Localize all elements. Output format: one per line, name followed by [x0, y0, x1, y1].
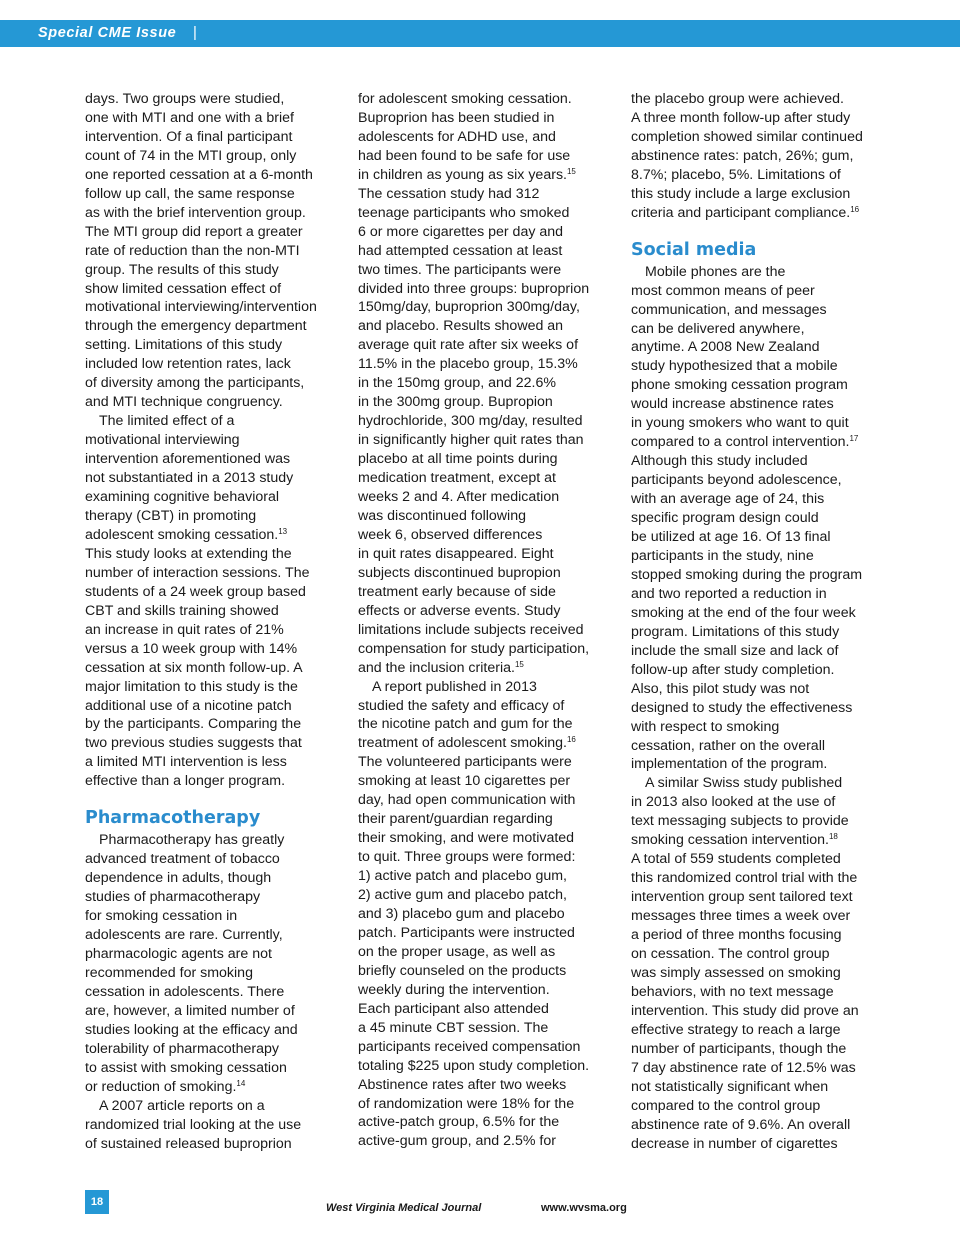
text-line: their smoking, and were motivated — [358, 830, 575, 847]
text-line: with an average age of 24, this — [631, 491, 825, 508]
text-line: day, had open communication with — [358, 792, 576, 809]
text-line: two times. The participants were — [358, 261, 562, 278]
text-line: in significantly higher quit rates than — [358, 432, 584, 449]
text-line: program. Limitations of this study — [631, 623, 840, 640]
text-line: would increase abstinence rates — [631, 396, 834, 413]
text-line: smoking at the end of the four week — [631, 604, 856, 621]
banner-separator: | — [193, 24, 197, 41]
text-line: implementation of the program. — [631, 756, 828, 773]
paragraph — [631, 774, 876, 831]
text-line: randomized trial looking at the use — [85, 1116, 302, 1133]
text-line: 2) active gum and placebo patch, — [358, 887, 568, 904]
text-line: had been found to be safe for use — [358, 147, 571, 164]
paragraph — [631, 452, 876, 774]
text-line: two previous studies suggests that — [85, 735, 302, 752]
reference-marker: 14 — [236, 1078, 246, 1088]
text-line: this randomized control trial with the — [631, 870, 858, 887]
text-line: designed to study the effectiveness — [631, 699, 853, 716]
text-line: most common means of peer — [631, 282, 815, 299]
paragraph — [85, 1097, 330, 1154]
text-line: treatment early because of side — [358, 583, 556, 600]
text-line: completion showed similar continued — [631, 128, 863, 145]
text-line: and two reported a reduction in — [631, 585, 827, 602]
text-line: cessation, rather on the overall — [631, 737, 826, 754]
text-line: was discontinued following — [358, 507, 526, 524]
text-line: study hypothesized that a mobile — [631, 358, 838, 375]
text-line: participants in the study, nine — [631, 547, 814, 564]
text-line: examining cognitive behavioral — [85, 489, 280, 506]
text-line: the nicotine patch and gum for the — [358, 716, 573, 733]
text-line: their parent/guardian regarding — [358, 811, 553, 828]
text-line: follow up call, the same response — [85, 185, 295, 202]
paragraph — [358, 753, 603, 1151]
reference-marker: 17 — [849, 434, 859, 444]
text-line: one reported cessation at a 6-month — [85, 166, 313, 183]
text-line: Although this study included — [631, 453, 808, 470]
reference-marker: 16 — [566, 735, 576, 745]
page-number: 18 — [85, 1190, 109, 1214]
text-line: subjects discontinued bupropion — [358, 564, 561, 581]
text-line: was simply assessed on smoking — [631, 964, 841, 981]
text-line: smoking cessation intervention.$^{18}$ — [631, 832, 838, 849]
text-line: totaling $225 upon study completion. — [358, 1057, 590, 1074]
text-line: The limited effect of a — [99, 413, 235, 430]
text-line: in children as young as six years.$^{15}$ — [358, 166, 576, 183]
text-line: dependence in adults, though — [85, 870, 272, 887]
text-line: included low retention rates, lack — [85, 356, 291, 373]
text-line: 7 day abstinence rate of 12.5% was — [631, 1059, 856, 1076]
text-line: count of 74 in the MTI group, only — [85, 147, 297, 164]
text-line: The cessation study had 312 — [358, 185, 540, 202]
text-line: A total of 559 students completed — [631, 851, 841, 868]
text-line: participants beyond adolescence, — [631, 472, 842, 489]
text-line: cessation at six month follow-up. A — [85, 659, 303, 676]
section-banner — [0, 20, 960, 47]
text-line: for smoking cessation in — [85, 908, 238, 925]
text-line: A three month follow-up after study — [631, 109, 851, 126]
text-line: for adolescent smoking cessation. — [358, 91, 572, 107]
text-line: major limitation to this study is the — [85, 678, 298, 695]
text-line: compared to the control group — [631, 1097, 821, 1114]
text-line: are, however, a limited number of — [85, 1002, 295, 1019]
text-line: pharmacologic agents are not — [85, 945, 272, 962]
text-line: be utilized at age 16. Of 13 final — [631, 529, 831, 546]
text-line: a limited MTI intervention is less — [85, 754, 287, 771]
text-line: intervention group sent tailored text — [631, 889, 853, 906]
text-line: studies of pharmacotherapy — [85, 889, 261, 906]
text-line: The MTI group did report a greater — [85, 223, 303, 240]
text-line: weeks 2 and 4. After medication — [358, 489, 560, 506]
text-line: CBT and skills training showed — [85, 602, 279, 619]
text-line: the placebo group were achieved. — [631, 91, 844, 107]
text-line: phone smoking cessation program — [631, 377, 848, 394]
section-heading-pharmacotherapy: Pharmacotherapy — [85, 808, 261, 829]
text-line: Buproprion has been studied in — [358, 109, 555, 126]
text-line: active-patch group, 6.5% for the — [358, 1114, 560, 1131]
text-line: briefly counseled on the products — [358, 962, 567, 979]
text-line: patch. Participants were instructed — [358, 924, 575, 941]
text-line: had attempted cessation at least — [358, 242, 563, 259]
text-line: teenage participants who smoked — [358, 204, 570, 221]
text-line: messages three times a week over — [631, 908, 851, 925]
text-line: Each participant also attended — [358, 1000, 549, 1017]
text-line: adolescents are rare. Currently, — [85, 927, 283, 944]
paragraph — [631, 850, 876, 1153]
text-line: show limited cessation effect of — [85, 280, 282, 297]
text-line: 1) active patch and placebo gum, — [358, 868, 568, 885]
text-line: of randomization were 18% for the — [358, 1095, 575, 1112]
text-line: active-gum group, and 2.5% for — [358, 1133, 556, 1150]
text-column-1 — [85, 90, 330, 1153]
text-line: studies looking at the efficacy and — [85, 1021, 298, 1038]
text-line: therapy (CBT) in promoting — [85, 507, 257, 524]
text-line: average quit rate after six weeks of — [358, 337, 579, 354]
text-line: compared to a control intervention.$^{17}$ — [631, 434, 859, 451]
text-line: follow-up after study completion. — [631, 661, 835, 678]
text-line: with respect to smoking — [631, 718, 780, 735]
text-line: rate of reduction than the non-MTI — [85, 242, 300, 259]
text-line: 8.7%; placebo, 5%. Limitations of — [631, 166, 841, 183]
text-line: behaviors, with no text message — [631, 983, 834, 1000]
text-line: one with MTI and one with a brief — [85, 109, 294, 126]
text-line: stopped smoking during the program — [631, 566, 863, 583]
text-line: can be delivered anywhere, — [631, 320, 805, 337]
text-line: This study looks at extending the — [85, 545, 292, 562]
text-line: criteria and participant compliance.$^{16}$ — [631, 204, 860, 221]
text-line: A report published in 2013 — [372, 678, 537, 695]
paragraph — [358, 90, 603, 166]
text-line: divided into three groups: buproprion — [358, 280, 590, 297]
text-line: by the participants. Comparing the — [85, 716, 302, 733]
paragraph — [85, 90, 330, 412]
text-line: to assist with smoking cessation — [85, 1059, 287, 1076]
reference-marker: 15 — [566, 166, 576, 176]
text-line: in young smokers who want to quit — [631, 415, 849, 432]
text-line: of sustained released buproprion — [85, 1135, 292, 1152]
text-line: on cessation. The control group — [631, 945, 830, 962]
text-line: effective than a longer program. — [85, 773, 286, 790]
text-line: medication treatment, except at — [358, 470, 556, 487]
text-line: limitations include subjects received — [358, 621, 584, 638]
text-line: effects or adverse events. Study — [358, 602, 561, 619]
text-line: tolerability of pharmacotherapy — [85, 1040, 279, 1057]
text-line: additional use of a nicotine patch — [85, 697, 292, 714]
text-line: versus a 10 week group with 14% — [85, 640, 298, 657]
text-line: communication, and messages — [631, 301, 827, 318]
reference-marker: 18 — [828, 832, 838, 842]
text-line: in the 300mg group. Bupropion — [358, 394, 553, 411]
text-line: Also, this pilot study was not — [631, 680, 810, 697]
text-line: effective strategy to reach a large — [631, 1021, 841, 1038]
text-line: advanced treatment of tobacco — [85, 851, 280, 868]
section-heading-social-media: Social media — [631, 239, 757, 260]
text-line: A 2007 article reports on a — [99, 1097, 265, 1114]
text-line: group. The results of this study — [85, 261, 279, 278]
journal-url[interactable]: www.wvsma.org — [541, 1202, 627, 1214]
text-line: week 6, observed differences — [358, 526, 543, 543]
text-line: abstinence rate of 9.6%. An overall — [631, 1116, 851, 1133]
text-line: or reduction of smoking.$^{14}$ — [85, 1078, 246, 1095]
text-line: adolescents for ADHD use, and — [358, 128, 556, 145]
text-line: to quit. Three groups were formed: — [358, 849, 576, 866]
text-line: a 45 minute CBT session. The — [358, 1019, 549, 1036]
text-line: Pharmacotherapy has greatly — [99, 832, 285, 849]
paragraph — [85, 412, 330, 526]
text-line: weekly during the intervention. — [358, 981, 550, 998]
text-line: and 3) placebo gum and placebo — [358, 905, 565, 922]
text-line: hydrochloride, 300 mg/day, resulted — [358, 413, 583, 430]
text-line: not substantiated in a 2013 study — [85, 470, 294, 487]
text-line: Abstinence rates after two weeks — [358, 1076, 567, 1093]
reference-marker: 15 — [514, 659, 524, 669]
text-line: this study include a large exclusion — [631, 185, 851, 202]
text-line: include the small size and lack of — [631, 642, 839, 659]
text-line: treatment of adolescent smoking.$^{16}$ — [358, 735, 576, 752]
text-line: intervention. Of a final participant — [85, 128, 293, 145]
text-line: as with the brief intervention group. — [85, 204, 306, 221]
text-line: The volunteered participants were — [358, 754, 572, 771]
paragraph — [85, 831, 330, 1077]
text-line: motivational interviewing — [85, 432, 240, 449]
text-line: a period of three months focusing — [631, 927, 842, 944]
text-column-3 — [631, 90, 876, 1153]
journal-name: West Virginia Medical Journal — [326, 1202, 482, 1214]
text-line: 150mg/day, buproprion 300mg/day, — [358, 299, 580, 316]
text-line: smoking at least 10 cigarettes per — [358, 773, 571, 790]
text-line: 6 or more cigarettes per day and — [358, 223, 564, 240]
text-line: and the inclusion criteria.$^{15}$ — [358, 659, 524, 676]
text-line: A similar Swiss study published — [645, 775, 843, 792]
paragraph — [631, 263, 876, 434]
text-line: anytime. A 2008 New Zealand — [631, 339, 820, 356]
text-line: setting. Limitations of this study — [85, 337, 283, 354]
text-line: compensation for study participation, — [358, 640, 590, 657]
text-line: abstinence rates: patch, 26%; gum, — [631, 147, 854, 164]
text-line: of diversity among the participants, — [85, 375, 305, 392]
text-line: through the emergency department — [85, 318, 307, 335]
text-line: text messaging subjects to provide — [631, 813, 849, 830]
paragraph — [358, 678, 603, 735]
text-line: an increase in quit rates of 21% — [85, 621, 284, 638]
text-line: in quit rates disappeared. Eight — [358, 545, 554, 562]
text-line: studied the safety and efficacy of — [358, 697, 565, 714]
text-line: number of interaction sessions. The — [85, 564, 310, 581]
text-line: participants received compensation — [358, 1038, 581, 1055]
section-title: Special CME Issue — [38, 25, 177, 41]
text-column-2 — [358, 90, 603, 1151]
text-line: in the 150mg group, and 22.6% — [358, 375, 556, 392]
reference-marker: 16 — [850, 204, 860, 214]
text-line: intervention. This study did prove an — [631, 1002, 859, 1019]
text-line: intervention aforementioned was — [85, 451, 291, 468]
text-line: decrease in number of cigarettes — [631, 1135, 838, 1152]
text-line: and placebo. Results showed an — [358, 318, 564, 335]
text-line: specific program design could — [631, 510, 819, 527]
text-line: recommended for smoking — [85, 964, 253, 981]
paragraph — [358, 185, 603, 659]
text-line: number of participants, though the — [631, 1040, 847, 1057]
text-line: adolescent smoking cessation.$^{13}$ — [85, 526, 288, 543]
paragraph — [631, 90, 876, 204]
text-line: on the proper usage, as well as — [358, 943, 556, 960]
text-line: students of a 24 week group based — [85, 583, 306, 600]
text-line: not statistically significant when — [631, 1078, 829, 1095]
text-line: in 2013 also looked at the use of — [631, 794, 836, 811]
text-line: days. Two groups were studied, — [85, 91, 285, 107]
paragraph — [85, 545, 330, 791]
text-line: motivational interviewing/intervention — [85, 299, 317, 316]
text-line: Mobile phones are the — [645, 263, 786, 280]
text-line: placebo at all time points during — [358, 451, 558, 468]
reference-marker: 13 — [278, 526, 288, 536]
text-line: cessation in adolescents. There — [85, 983, 285, 1000]
text-line: and MTI technique congruency. — [85, 394, 283, 411]
text-line: 11.5% in the placebo group, 15.3% — [358, 356, 578, 373]
